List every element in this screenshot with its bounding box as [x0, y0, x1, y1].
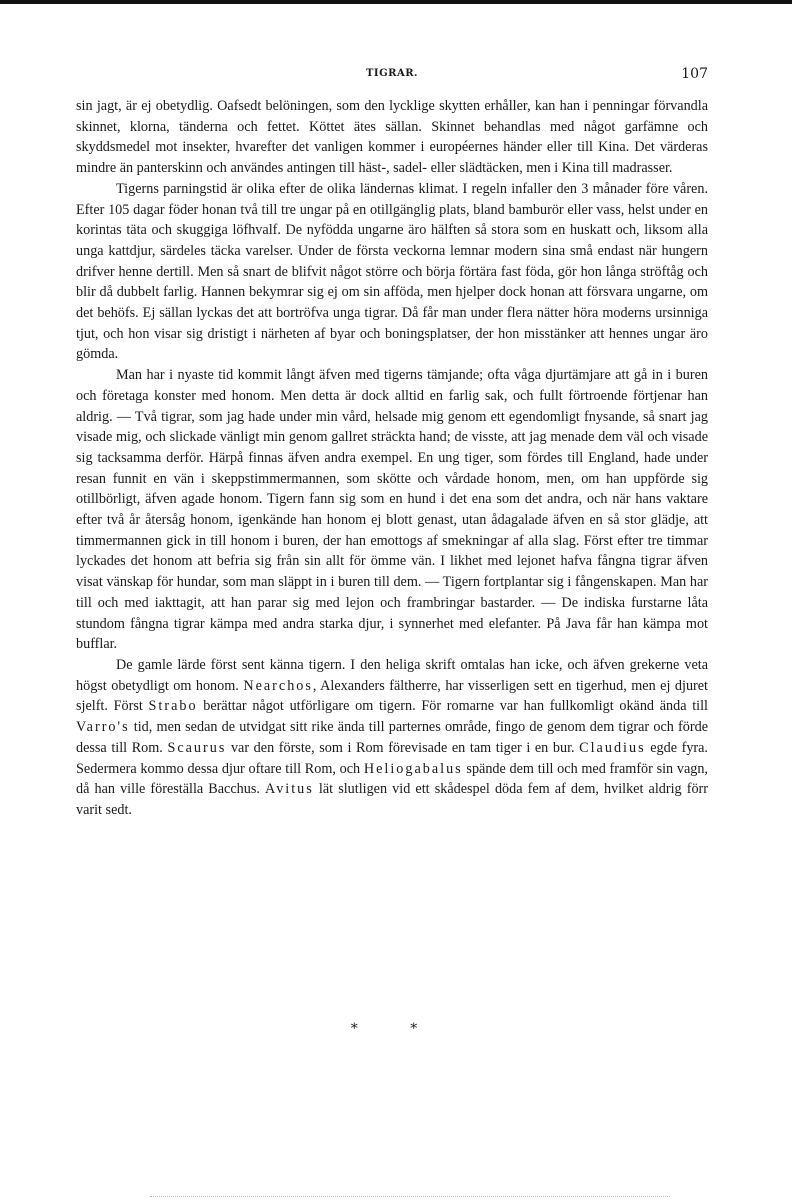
name-claudius: Claudius — [579, 739, 646, 756]
name-heliogabalus: Heliogabalus — [363, 760, 463, 777]
name-nearchos: Nearchos — [243, 677, 313, 694]
body-text — [76, 96, 708, 821]
text-run: tid, men sedan de utvidgat sitt rike ända till parternes område, fingo de genom dem tigrar och förde dessa till Rom. — [76, 719, 708, 756]
bottom-dotted-line — [150, 1196, 670, 1198]
text-run: var den förste, som i Rom förevisade en tam tiger i en bur. — [226, 739, 580, 756]
text-run: egde fyra. Sedermera kommo dessa djur oftare till Rom, och — [76, 739, 708, 777]
name-scaurus: Scaurus — [167, 739, 227, 756]
text-run: , Alexanders fältherre, har visserligen sett en tigerhud, men ej djuret sjelft. Först — [76, 677, 709, 715]
running-head: TIGRAR. — [365, 68, 419, 79]
text-run: berättar något utförligare om tigern. För romarne var han fullkomligt okänd ända till — [197, 698, 709, 715]
paragraph-1: sin jagt, är ej obetydlig. Oafsedt belöningen, som den lycklige skytten erhåller, kan han i penningar förvandla skinnet, klorna, tänderna och fettet. Köttet ätes sällan. Skinnet behandlas med något garfämne och skyddsmedel mot insekter, hvarefter det vanligen kommer i européernes händer eller till Kina. Det värderas mindre än panterskinn och användes antingen till häst-, sadel- eller slädtäcken, men i Kina till madrasser. — [76, 98, 708, 177]
top-border-rule — [0, 0, 792, 4]
paragraph-2: Tigerns parningstid är olika efter de olika ländernas klimat. I regeln infaller den 3 månader före våren. Efter 105 dagar föder honan två till tre ungar på en otillgänglig plats, bland bamburör eller vass, helst under en korintas täta och skuggiga löfhvalf. De nyfödda ungarne äro hälften så stora som en huskatt och, liksom alla unga kattdjur, särdeles täcka varelser. Under de första veckorna lemnar modern sina små endast när hungern drifver henne dertill. Men så snart de blifvit något större och börja förtära fast föda, gör hon långa ströftåg och blir då dubbelt farlig. Hannen bekymrar sig ej om sin afföda, men hjelper dock honan att försvara ungarne, om det behöfs. Ej sällan lyckas det att bortröfva unga tigrar. Då får man under flera nätter höra moderns ursinniga tjut, och hon visar sig dristigt i närheten af byar och boningsplatser, der hon misstänker att hennes ungar äro gömda. — [76, 180, 708, 363]
name-varro: Varro's — [76, 719, 130, 736]
page-number: 107 — [681, 66, 708, 82]
page-header — [76, 66, 708, 86]
section-break-asterisks: * * — [350, 1021, 442, 1037]
text-run: De gamle lärde först sent känna tigern. I den heliga skrift omtalas han icke, och äfven grekerne veta högst obetydligt om honom. — [76, 656, 708, 694]
name-strabo: Strabo — [148, 698, 198, 715]
paragraph-3: Man har i nyaste tid kommit långt äfven med tigerns tämjande; ofta våga djurtämjare att gå in i buren och företaga konster med honom. Men detta är dock alltid en farlig sak, och fullt förtroende förtjenar han aldrig. — Två tigrar, som jag hade under min vård, helsade mig genom ett egendomligt fnysande, så snart jag visade mig, och slickade vänligt min genom gallret sträckta hand; de visste, att jag menade dem väl och visade sig tacksamma derför. Härpå finnas äfven andra exempel. En ung tiger, som fördes till England, hade under resan funnit en vän i skeppstimmermannen, som skötte och vårdade honom, men, om han uppförde sig otillbörligt, äfven agade honom. Tigern fann sig som en hund i det ena som det andra, och när hans vaktare efter två år återsåg honom, igenkände han honom ej blott genast, utan ådagalade äfven en så stor glädje, att timmermannen gick in till honom i buren, der han emottogs af smekningar af alla slag. Först efter tre timmar lyckades det honom att befria sig från sin allt för ömme vän. I likhet med lejonet hafva fångna tigrar äfven visat vänskap för hundar, som man släppt in i buren till dem. — Tigern fortplantar sig i fångenskapen. Man har till och med iakttagit, att han parar sig med lejon och frambringar bastarder. — De indiska furstarne låta stundom fångna tigrar kämpa med andra starka djur, i synnerhet med elefanter. På Java får han kämpa mot bufflar. — [76, 367, 708, 653]
paragraph-4 — [76, 655, 708, 821]
text-run: lät slutligen vid ett skådespel döda fem af dem, hvilket aldrig förr varit sedt. — [76, 781, 708, 818]
name-avitus: Avitus — [265, 781, 314, 798]
text-run: spände dem till och med framför sin vagn, då han ville föreställa Bacchus. — [76, 760, 708, 798]
